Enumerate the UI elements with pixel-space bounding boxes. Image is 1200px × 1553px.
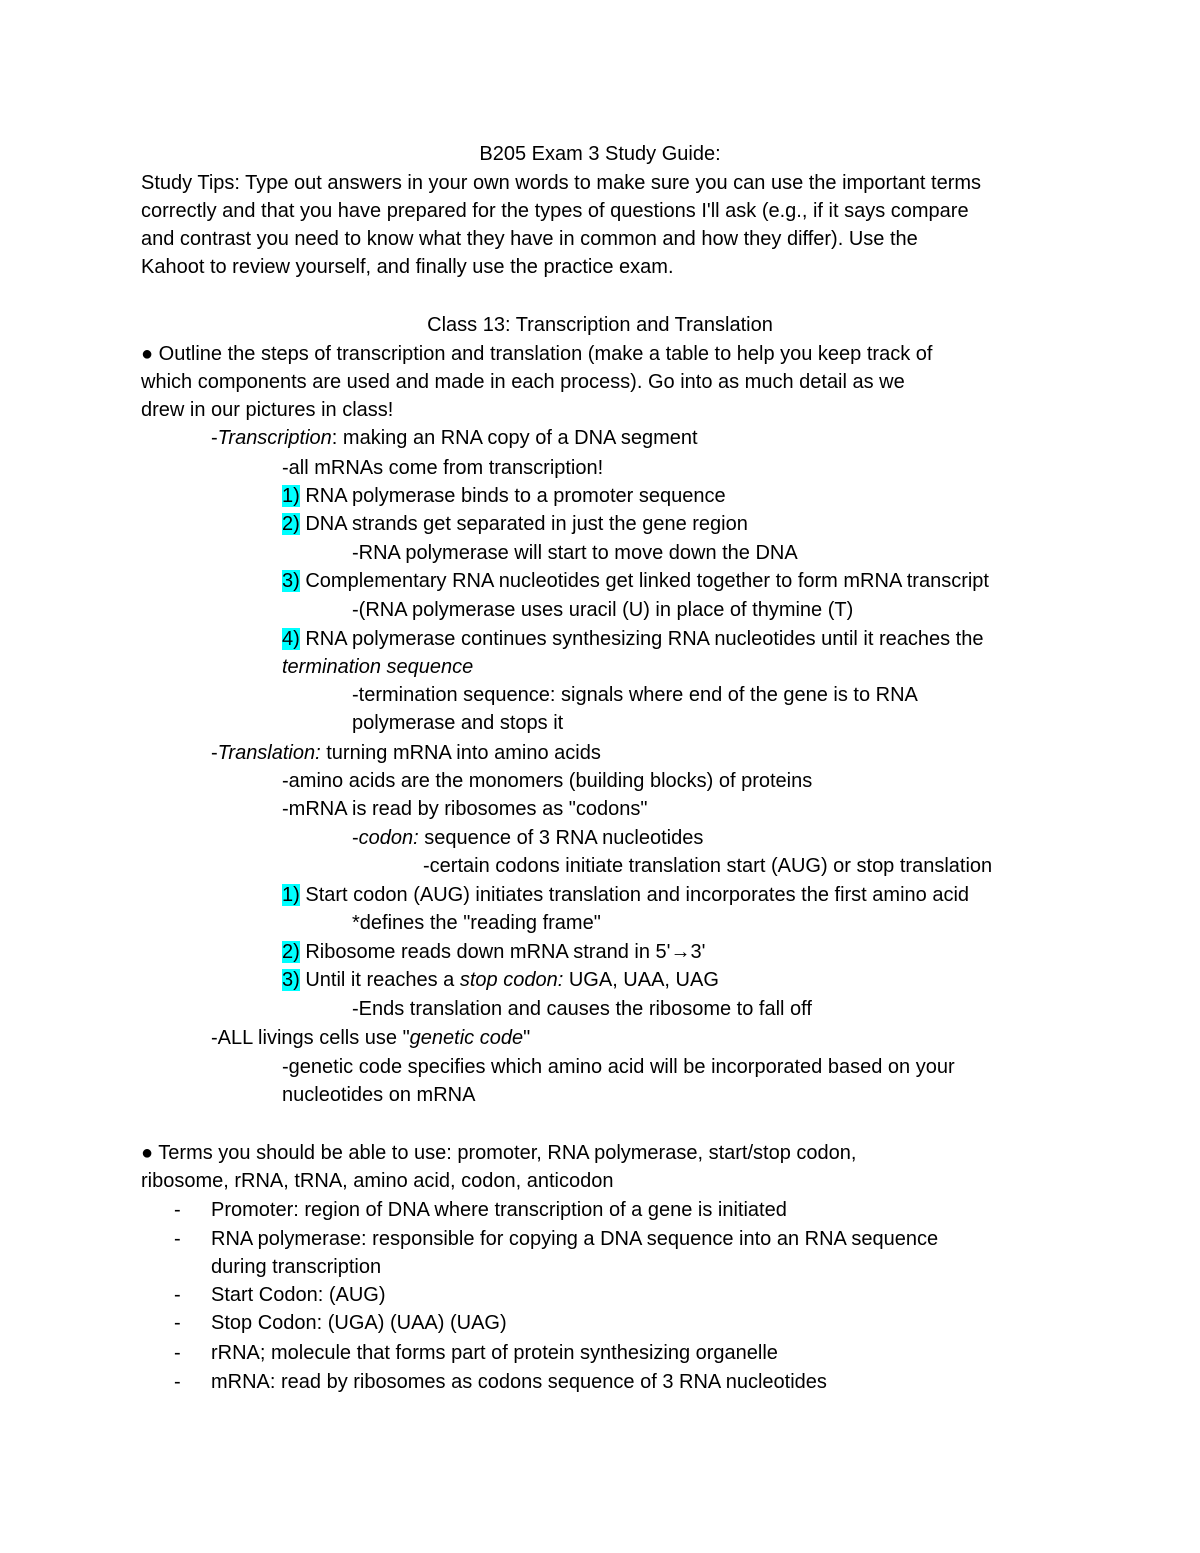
definition-item: - mRNA: read by ribosomes as codons sequence of 3 RNA nucleotides — [211, 1368, 827, 1396]
bullet-outline-line-1: ● Outline the steps of transcription and translation (make a table to help you keep track of — [141, 343, 933, 365]
genetic-code-note-2: nucleotides on mRNA — [282, 1084, 476, 1106]
translation-step-2: 2) Ribosome reads down mRNA strand in 5'→3' — [282, 941, 706, 963]
transcription-step-2-note: -RNA polymerase will start to move down the DNA — [352, 542, 798, 564]
termination-note-line-2: polymerase and stops it — [352, 712, 564, 734]
bullet-terms-line-1: ● Terms you should be able to use: promoter, RNA polymerase, start/stop codon, — [141, 1142, 857, 1164]
bullet-outline-line-3: drew in our pictures in class! — [141, 399, 394, 421]
translation-step-1: 1) Start codon (AUG) initiates translation and incorporates the first amino acid — [282, 884, 970, 906]
transcription-step-3: 3) Complementary RNA nucleotides get linked together to form mRNA transcript — [282, 570, 989, 592]
transcription-step-1: 1) RNA polymerase binds to a promoter sequence — [282, 485, 726, 507]
definition-item: - Start Codon: (AUG) — [211, 1281, 386, 1309]
bullet-terms-line-2: ribosome, rRNA, tRNA, amino acid, codon, anticodon — [141, 1170, 614, 1192]
definition-item: - Stop Codon: (UGA) (UAA) (UAG) — [211, 1309, 507, 1337]
step-number-highlight: 1) — [282, 884, 300, 906]
step-number-highlight: 2) — [282, 941, 300, 963]
dash-marker: - — [174, 1199, 181, 1221]
transcription-step-4: 4) RNA polymerase continues synthesizing RNA nucleotides until it reaches the — [282, 628, 984, 650]
transcription-step-4-cont: termination sequence — [282, 656, 474, 678]
document-title: B205 Exam 3 Study Guide: — [479, 143, 721, 165]
study-tips-line-3: and contrast you need to know what they have in common and how they differ). Use the — [141, 228, 918, 250]
genetic-code-heading: -ALL livings cells use "genetic code" — [211, 1027, 531, 1049]
termination-note-line-1: -termination sequence: signals where end of the gene is to RNA — [352, 684, 918, 706]
codon-definition: -codon: sequence of 3 RNA nucleotides — [352, 827, 704, 849]
translation-note-2: -mRNA is read by ribosomes as "codons" — [282, 798, 648, 820]
study-tips-line-1: Study Tips: Type out answers in your own words to make sure you can use the important terms — [141, 172, 982, 194]
bullet-outline-line-2: which components are used and made in each process). Go into as much detail as we — [141, 371, 905, 393]
dash-marker: - — [174, 1371, 181, 1393]
definition-item: - rRNA; molecule that forms part of protein synthesizing organelle — [211, 1339, 778, 1367]
definition-item: - Promoter: region of DNA where transcription of a gene is initiated — [211, 1196, 787, 1224]
study-tips-line-4: Kahoot to review yourself, and finally use the practice exam. — [141, 256, 674, 278]
step-number-highlight: 3) — [282, 570, 300, 592]
definition-item: - RNA polymerase: responsible for copying a DNA sequence into an RNA sequence — [211, 1225, 938, 1253]
step-number-highlight: 3) — [282, 969, 300, 991]
codon-note: -certain codons initiate translation start (AUG) or stop translation — [423, 855, 993, 877]
step-number-highlight: 2) — [282, 513, 300, 535]
translation-step-3: 3) Until it reaches a stop codon: UGA, UAA, UAG — [282, 969, 719, 991]
bullet-icon: ● — [141, 343, 154, 365]
transcription-note: -all mRNAs come from transcription! — [282, 457, 604, 479]
step-number-highlight: 1) — [282, 485, 300, 507]
study-tips-line-2: correctly and that you have prepared for the types of questions I'll ask (e.g., if it says compare — [141, 200, 969, 222]
bullet-icon: ● — [141, 1142, 154, 1164]
step-number-highlight: 4) — [282, 628, 300, 650]
definition-item-cont: during transcription — [211, 1256, 382, 1278]
translation-step-1-note: *defines the "reading frame" — [352, 912, 601, 934]
translation-step-3-note: -Ends translation and causes the ribosome to fall off — [352, 998, 812, 1020]
transcription-step-3-note: -(RNA polymerase uses uracil (U) in place of thymine (T) — [352, 599, 854, 621]
dash-marker: - — [174, 1284, 181, 1306]
translation-note-1: -amino acids are the monomers (building blocks) of proteins — [282, 770, 813, 792]
genetic-code-note-1: -genetic code specifies which amino acid will be incorporated based on your — [282, 1056, 955, 1078]
translation-heading: -Translation: turning mRNA into amino acids — [211, 742, 601, 764]
class-heading: Class 13: Transcription and Translation — [427, 314, 773, 336]
dash-marker: - — [174, 1342, 181, 1364]
dash-marker: - — [174, 1312, 181, 1334]
transcription-heading: -Transcription: making an RNA copy of a DNA segment — [211, 427, 698, 449]
transcription-step-2: 2) DNA strands get separated in just the gene region — [282, 513, 748, 535]
dash-marker: - — [174, 1228, 181, 1250]
